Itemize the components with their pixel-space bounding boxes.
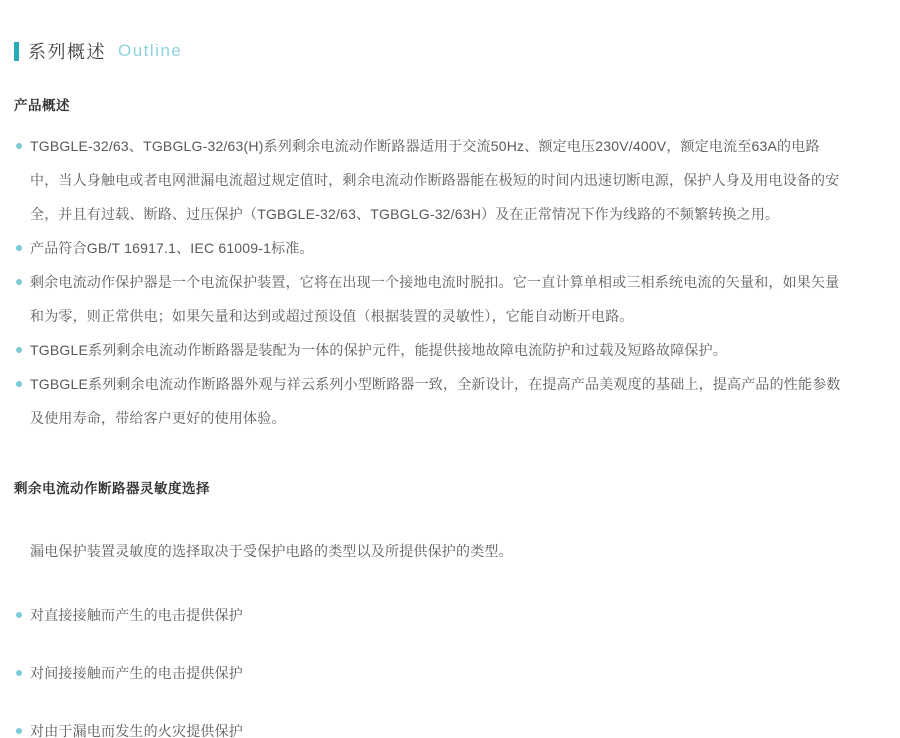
section-title-cn: 系列概述 bbox=[28, 42, 106, 62]
overview-heading: 产品概述 bbox=[14, 98, 70, 113]
overview-bullet-list bbox=[14, 129, 843, 435]
list-item-text: 对间接接触而产生的电击提供保护 bbox=[30, 665, 243, 681]
sensitivity-heading: 剩余电流动作断路器灵敏度选择 bbox=[14, 481, 210, 496]
list-item bbox=[14, 265, 843, 333]
bullet-dot-icon bbox=[16, 612, 22, 618]
list-item-text: TGBGLE系列剩余电流动作断路器是装配为一体的保护元件，能提供接地故障电流防护和过载及短路故障保护。 bbox=[30, 342, 727, 358]
bullet-dot-icon bbox=[16, 279, 22, 285]
section-title bbox=[14, 38, 843, 64]
bullet-dot-icon bbox=[16, 347, 22, 353]
list-item-text: 对由于漏电而发生的火灾提供保护 bbox=[30, 723, 243, 738]
section-title-en: Outline bbox=[118, 41, 183, 60]
bullet-dot-icon bbox=[16, 245, 22, 251]
list-item bbox=[14, 129, 843, 231]
list-item bbox=[14, 605, 843, 625]
bullet-dot-icon bbox=[16, 670, 22, 676]
list-item bbox=[14, 333, 843, 367]
title-accent-bar bbox=[14, 42, 19, 61]
list-item bbox=[14, 367, 843, 435]
bullet-dot-icon bbox=[16, 143, 22, 149]
list-item-text: 剩余电流动作保护器是一个电流保护装置，它将在出现一个接地电流时脱扣。它一直计算单相或三相系统电流的矢量和，如果矢量和为零，则正常供电；如果矢量和达到或超过预设值（根据装置的灵敏性），它能自动断开电路。 bbox=[30, 274, 840, 324]
sensitivity-bullet-list bbox=[14, 605, 843, 738]
list-item bbox=[14, 721, 843, 738]
list-item-text: TGBGLE系列剩余电流动作断路器外观与祥云系列小型断路器一致，全新设计，在提高产品美观度的基础上，提高产品的性能参数及使用寿命，带给客户更好的使用体验。 bbox=[30, 376, 841, 426]
bullet-dot-icon bbox=[16, 381, 22, 387]
sensitivity-intro: 漏电保护装置灵敏度的选择取决于受保护电路的类型以及所提供保护的类型。 bbox=[30, 543, 513, 559]
list-item-text: 对直接接触而产生的电击提供保护 bbox=[30, 607, 243, 623]
list-item-text: 产品符合GB/T 16917.1、IEC 61009-1标准。 bbox=[30, 240, 314, 256]
list-item bbox=[14, 231, 843, 265]
list-item-text: TGBGLE-32/63、TGBGLG-32/63(H)系列剩余电流动作断路器适用于交流50Hz、额定电压230V/400V，额定电流至63A的电路中，当人身触电或者电网泄漏电流超过规定值时，剩余电流动作断路器能在极短的时间内迅速切断电源，保护人身及用电设备的安全，并且有过载、断路、过压保护（TGBGLE-32/63、TGBGLG-32/63H）及在正常情况下作为线路的不频繁转换之用。 bbox=[30, 138, 840, 222]
list-item bbox=[14, 663, 843, 683]
bullet-dot-icon bbox=[16, 728, 22, 734]
